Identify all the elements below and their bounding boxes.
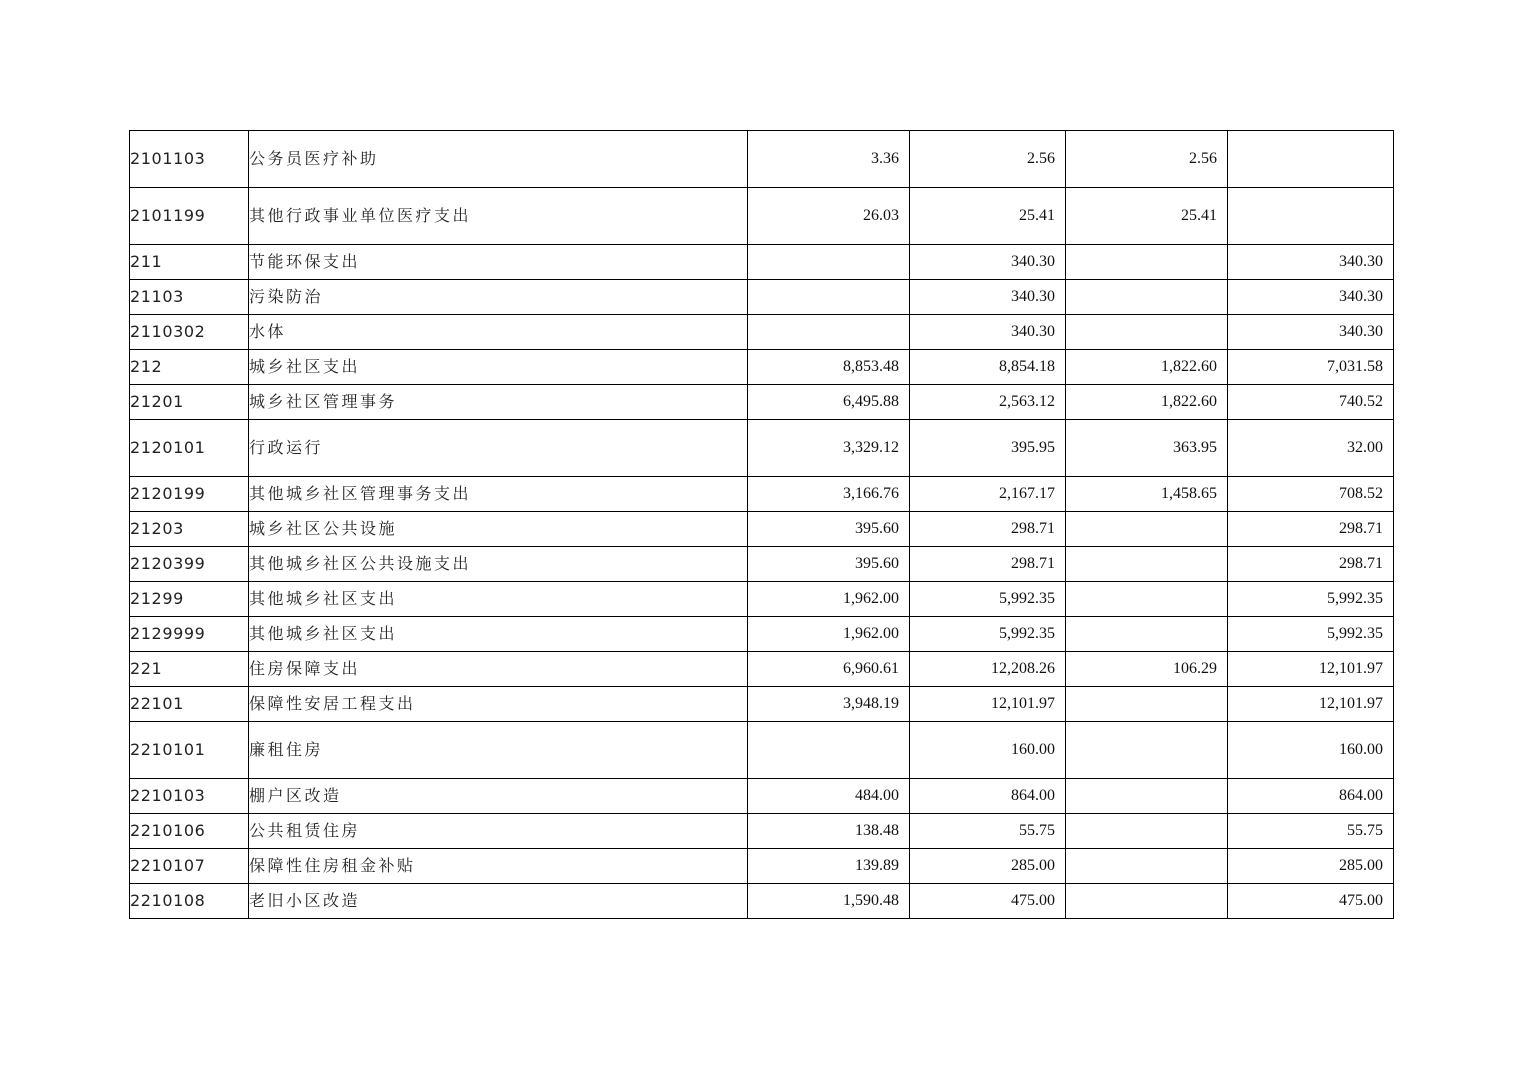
amount-cell-1: 1,962.00 — [748, 582, 910, 617]
table-row — [130, 582, 1394, 617]
amount-cell-3: 2.56 — [1066, 131, 1228, 188]
code-cell: 21103 — [130, 280, 249, 315]
name-cell: 污染防治 — [249, 280, 748, 315]
amount-cell-4: 55.75 — [1228, 814, 1394, 849]
table-row — [130, 722, 1394, 779]
amount-cell-1: 484.00 — [748, 779, 910, 814]
table-row — [130, 547, 1394, 582]
amount-cell-3 — [1066, 884, 1228, 919]
code-cell: 21299 — [130, 582, 249, 617]
name-cell: 保障性住房租金补贴 — [249, 849, 748, 884]
amount-cell-1 — [748, 280, 910, 315]
code-cell: 2120399 — [130, 547, 249, 582]
table-row — [130, 477, 1394, 512]
name-cell: 廉租住房 — [249, 722, 748, 779]
code-cell: 21201 — [130, 385, 249, 420]
amount-cell-4: 5,992.35 — [1228, 582, 1394, 617]
table-body — [130, 131, 1394, 919]
amount-cell-3 — [1066, 512, 1228, 547]
amount-cell-2: 475.00 — [910, 884, 1066, 919]
amount-cell-3: 363.95 — [1066, 420, 1228, 477]
name-cell: 其他城乡社区支出 — [249, 617, 748, 652]
amount-cell-1: 6,960.61 — [748, 652, 910, 687]
table-row — [130, 512, 1394, 547]
name-cell: 水体 — [249, 315, 748, 350]
amount-cell-4: 340.30 — [1228, 315, 1394, 350]
amount-cell-3: 25.41 — [1066, 188, 1228, 245]
amount-cell-4: 7,031.58 — [1228, 350, 1394, 385]
amount-cell-1: 3,166.76 — [748, 477, 910, 512]
code-cell: 2120199 — [130, 477, 249, 512]
amount-cell-4: 285.00 — [1228, 849, 1394, 884]
name-cell: 保障性安居工程支出 — [249, 687, 748, 722]
amount-cell-3: 1,458.65 — [1066, 477, 1228, 512]
code-cell: 2120101 — [130, 420, 249, 477]
code-cell: 212 — [130, 350, 249, 385]
amount-cell-3 — [1066, 315, 1228, 350]
amount-cell-3 — [1066, 779, 1228, 814]
amount-cell-3 — [1066, 547, 1228, 582]
amount-cell-4: 864.00 — [1228, 779, 1394, 814]
amount-cell-4: 708.52 — [1228, 477, 1394, 512]
amount-cell-1: 3,329.12 — [748, 420, 910, 477]
table-row — [130, 280, 1394, 315]
amount-cell-1: 8,853.48 — [748, 350, 910, 385]
code-cell: 21203 — [130, 512, 249, 547]
amount-cell-2: 2.56 — [910, 131, 1066, 188]
name-cell: 城乡社区支出 — [249, 350, 748, 385]
amount-cell-2: 298.71 — [910, 512, 1066, 547]
name-cell: 节能环保支出 — [249, 245, 748, 280]
amount-cell-2: 285.00 — [910, 849, 1066, 884]
amount-cell-3 — [1066, 245, 1228, 280]
amount-cell-3 — [1066, 617, 1228, 652]
code-cell: 2101199 — [130, 188, 249, 245]
amount-cell-4 — [1228, 131, 1394, 188]
amount-cell-2: 160.00 — [910, 722, 1066, 779]
code-cell: 211 — [130, 245, 249, 280]
amount-cell-4 — [1228, 188, 1394, 245]
table-row — [130, 385, 1394, 420]
name-cell: 其他城乡社区公共设施支出 — [249, 547, 748, 582]
amount-cell-4: 740.52 — [1228, 385, 1394, 420]
name-cell: 老旧小区改造 — [249, 884, 748, 919]
table-row — [130, 420, 1394, 477]
amount-cell-2: 395.95 — [910, 420, 1066, 477]
code-cell: 22101 — [130, 687, 249, 722]
amount-cell-2: 5,992.35 — [910, 582, 1066, 617]
amount-cell-2: 340.30 — [910, 245, 1066, 280]
name-cell: 城乡社区公共设施 — [249, 512, 748, 547]
amount-cell-4: 298.71 — [1228, 547, 1394, 582]
table-row — [130, 188, 1394, 245]
amount-cell-1 — [748, 315, 910, 350]
code-cell: 221 — [130, 652, 249, 687]
amount-cell-2: 5,992.35 — [910, 617, 1066, 652]
name-cell: 棚户区改造 — [249, 779, 748, 814]
amount-cell-3 — [1066, 814, 1228, 849]
table-row — [130, 617, 1394, 652]
amount-cell-1: 6,495.88 — [748, 385, 910, 420]
amount-cell-1: 395.60 — [748, 547, 910, 582]
amount-cell-4: 298.71 — [1228, 512, 1394, 547]
amount-cell-1 — [748, 245, 910, 280]
budget-table — [129, 130, 1394, 919]
amount-cell-4: 12,101.97 — [1228, 687, 1394, 722]
code-cell: 2101103 — [130, 131, 249, 188]
amount-cell-3 — [1066, 582, 1228, 617]
amount-cell-2: 55.75 — [910, 814, 1066, 849]
amount-cell-4: 475.00 — [1228, 884, 1394, 919]
amount-cell-4: 340.30 — [1228, 280, 1394, 315]
name-cell: 住房保障支出 — [249, 652, 748, 687]
amount-cell-4: 160.00 — [1228, 722, 1394, 779]
amount-cell-1: 3.36 — [748, 131, 910, 188]
code-cell: 2110302 — [130, 315, 249, 350]
amount-cell-3: 106.29 — [1066, 652, 1228, 687]
name-cell: 行政运行 — [249, 420, 748, 477]
name-cell: 其他城乡社区支出 — [249, 582, 748, 617]
table-row — [130, 315, 1394, 350]
code-cell: 2210103 — [130, 779, 249, 814]
amount-cell-3 — [1066, 849, 1228, 884]
amount-cell-2: 864.00 — [910, 779, 1066, 814]
name-cell: 其他行政事业单位医疗支出 — [249, 188, 748, 245]
amount-cell-2: 12,208.26 — [910, 652, 1066, 687]
code-cell: 2129999 — [130, 617, 249, 652]
amount-cell-3: 1,822.60 — [1066, 385, 1228, 420]
amount-cell-4: 340.30 — [1228, 245, 1394, 280]
amount-cell-1: 395.60 — [748, 512, 910, 547]
table-row — [130, 849, 1394, 884]
amount-cell-3 — [1066, 722, 1228, 779]
amount-cell-4: 12,101.97 — [1228, 652, 1394, 687]
amount-cell-3: 1,822.60 — [1066, 350, 1228, 385]
amount-cell-1: 3,948.19 — [748, 687, 910, 722]
name-cell: 城乡社区管理事务 — [249, 385, 748, 420]
amount-cell-1: 1,962.00 — [748, 617, 910, 652]
name-cell: 公共租赁住房 — [249, 814, 748, 849]
amount-cell-4: 32.00 — [1228, 420, 1394, 477]
code-cell: 2210101 — [130, 722, 249, 779]
table-row — [130, 131, 1394, 188]
amount-cell-2: 2,167.17 — [910, 477, 1066, 512]
amount-cell-1: 138.48 — [748, 814, 910, 849]
code-cell: 2210106 — [130, 814, 249, 849]
amount-cell-2: 340.30 — [910, 315, 1066, 350]
name-cell: 其他城乡社区管理事务支出 — [249, 477, 748, 512]
amount-cell-2: 340.30 — [910, 280, 1066, 315]
amount-cell-2: 12,101.97 — [910, 687, 1066, 722]
amount-cell-2: 8,854.18 — [910, 350, 1066, 385]
table-row — [130, 687, 1394, 722]
amount-cell-3 — [1066, 280, 1228, 315]
name-cell: 公务员医疗补助 — [249, 131, 748, 188]
amount-cell-1: 1,590.48 — [748, 884, 910, 919]
amount-cell-1 — [748, 722, 910, 779]
code-cell: 2210108 — [130, 884, 249, 919]
amount-cell-1: 139.89 — [748, 849, 910, 884]
table-row — [130, 884, 1394, 919]
table-row — [130, 245, 1394, 280]
amount-cell-1: 26.03 — [748, 188, 910, 245]
table-row — [130, 350, 1394, 385]
amount-cell-2: 2,563.12 — [910, 385, 1066, 420]
amount-cell-4: 5,992.35 — [1228, 617, 1394, 652]
table-row — [130, 779, 1394, 814]
table-row — [130, 814, 1394, 849]
amount-cell-2: 298.71 — [910, 547, 1066, 582]
amount-cell-3 — [1066, 687, 1228, 722]
table-row — [130, 652, 1394, 687]
amount-cell-2: 25.41 — [910, 188, 1066, 245]
code-cell: 2210107 — [130, 849, 249, 884]
